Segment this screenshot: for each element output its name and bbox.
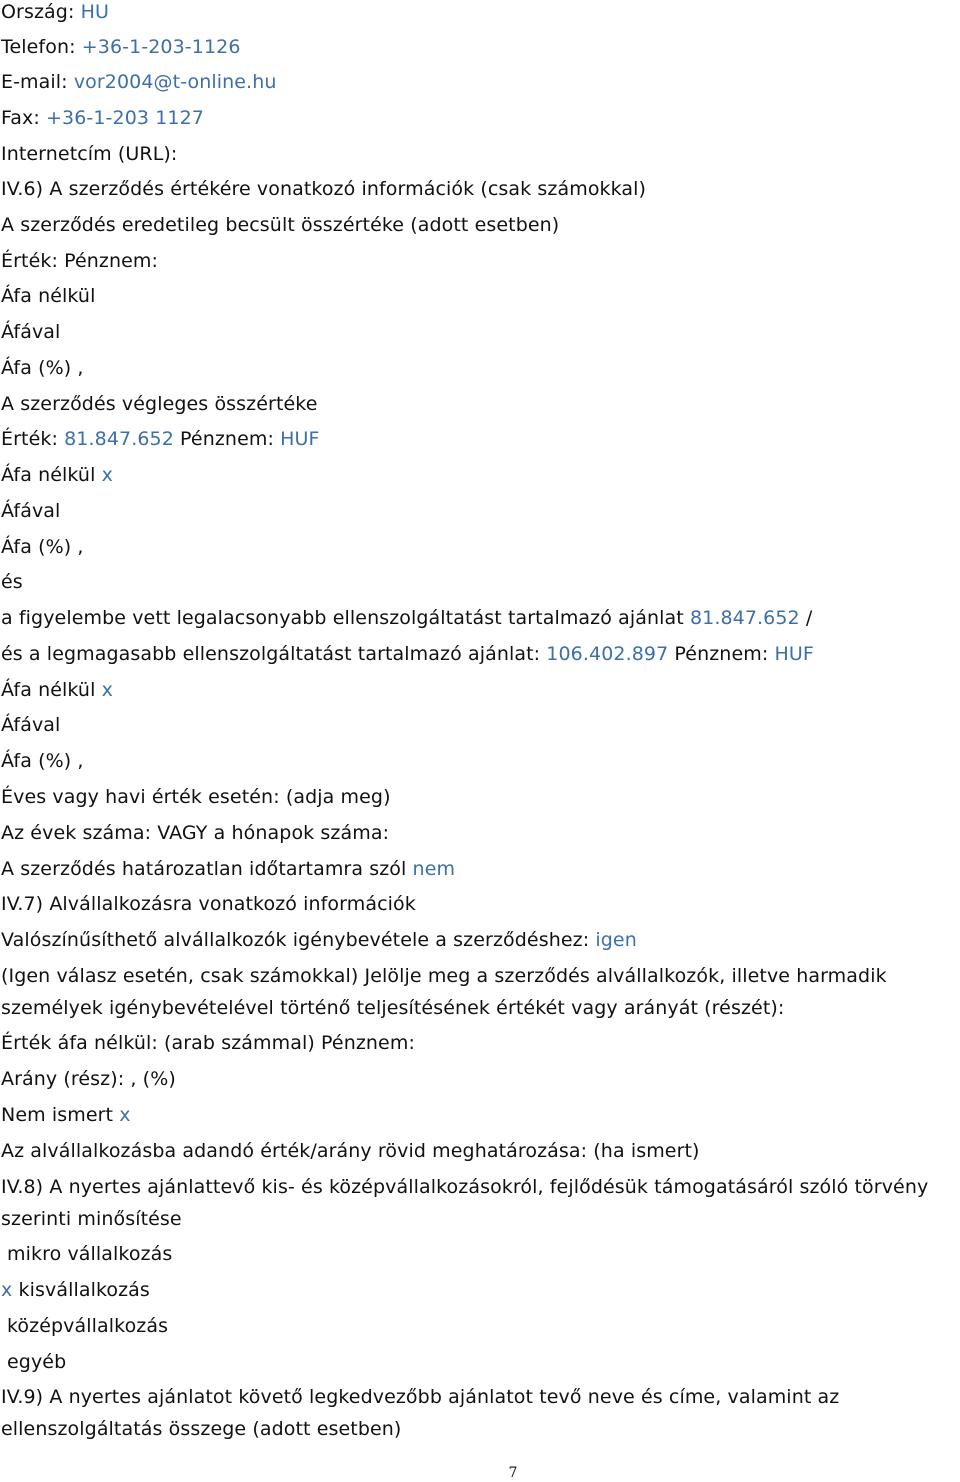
- country-value: HU: [80, 1, 109, 23]
- and-line: és: [1, 571, 23, 593]
- small-enterprise-mark: x: [1, 1279, 13, 1301]
- estimated-total-title: A szerződés eredetileg becsült összértéke (adott esetben): [1, 214, 560, 236]
- unknown-mark: x: [119, 1104, 131, 1126]
- subcontractor-instruction-line-1: (Igen válasz esetén, csak számokkal) Jelölje meg a szerződés alvállalkozók, illetve harmadik: [1, 965, 887, 987]
- final-vat-excl-label: Áfa nélkül: [1, 464, 102, 486]
- iv9-heading-line-1: IV.9) A nyertes ajánlatot követő legkedvezőbb ajánlatot tevő neve és címe, valamint az: [1, 1386, 840, 1408]
- subcontractor-likely-line: [1, 928, 637, 952]
- highest-offer-line: [1, 642, 814, 666]
- lowest-offer-line: [1, 606, 812, 630]
- estimated-value-line: Érték: Pénznem:: [1, 250, 159, 272]
- unknown-label: Nem ismert: [1, 1104, 120, 1126]
- highest-offer-value: 106.402.897: [546, 643, 669, 665]
- offer-vat-excl-label: Áfa nélkül: [1, 679, 102, 701]
- small-enterprise-line: [1, 1278, 150, 1302]
- final-value-label: Érték:: [1, 428, 65, 450]
- highest-offer-label: és a legmagasabb ellenszolgáltatást tartalmazó ajánlat:: [1, 643, 547, 665]
- email-value: vor2004@t-online.hu: [73, 71, 277, 93]
- iv8-heading-line-2: szerinti minősítése: [1, 1208, 182, 1230]
- url-label: Internetcím (URL):: [1, 143, 178, 165]
- estimated-vat-pct: Áfa (%) ,: [1, 357, 84, 379]
- iv6-heading: IV.6) A szerződés értékére vonatkozó információk (csak számokkal): [1, 178, 647, 200]
- email-label: E-mail:: [1, 71, 74, 93]
- offer-vat-pct: Áfa (%) ,: [1, 750, 84, 772]
- subcontractor-instruction-line-2: személyek igénybevételével történő teljesítésének értékét vagy arányát (részét):: [1, 997, 785, 1019]
- medium-enterprise-line: középvállalkozás: [7, 1315, 169, 1337]
- fax-label: Fax:: [1, 107, 47, 129]
- lowest-offer-separator: /: [799, 607, 813, 629]
- unknown-line: [1, 1103, 131, 1127]
- phone-value: +36-1-203-1126: [81, 36, 241, 58]
- iv8-heading-line-1: IV.8) A nyertes ajánlattevő kis- és középvállalkozásokról, fejlődésük támogatásáról szóló törvény: [1, 1176, 929, 1198]
- indefinite-term-label: A szerződés határozatlan időtartamra szól: [1, 858, 413, 880]
- subcontract-description-line: Az alvállalkozásba adandó érték/arány rövid meghatározása: (ha ismert): [1, 1140, 700, 1162]
- phone-label: Telefon:: [1, 36, 82, 58]
- lowest-offer-value: 81.847.652: [689, 607, 800, 629]
- estimated-vat-incl: Áfával: [1, 321, 61, 343]
- estimated-vat-excl: Áfa nélkül: [1, 285, 96, 307]
- micro-enterprise-line: mikro vállalkozás: [7, 1243, 173, 1265]
- country-label: Ország:: [1, 1, 81, 23]
- highest-currency: HUF: [774, 643, 814, 665]
- offer-vat-incl: Áfával: [1, 714, 61, 736]
- ratio-line: Arány (rész): , (%): [1, 1068, 176, 1090]
- final-currency-label: Pénznem:: [173, 428, 281, 450]
- annual-monthly-line: Éves vagy havi érték esetén: (adja meg): [1, 786, 391, 808]
- indefinite-term-line: [1, 857, 455, 881]
- final-value: 81.847.652: [64, 428, 174, 450]
- lowest-offer-label: a figyelembe vett legalacsonyabb ellenszolgáltatást tartalmazó ajánlat: [1, 607, 690, 629]
- offer-vat-excl-line: [1, 678, 113, 702]
- highest-currency-label: Pénznem:: [668, 643, 775, 665]
- offer-vat-excl-mark: x: [101, 679, 113, 701]
- final-total-title: A szerződés végleges összértéke: [1, 393, 318, 415]
- phone-line: [1, 35, 241, 59]
- iv9-heading-line-2: ellenszolgáltatás összege (adott esetben): [1, 1418, 402, 1440]
- subcontractor-likely-label: Valószínűsíthető alvállalkozók igénybevétele a szerződéshez:: [1, 929, 596, 951]
- final-vat-incl: Áfával: [1, 500, 61, 522]
- email-line: [1, 70, 276, 94]
- final-vat-excl-mark: x: [101, 464, 113, 486]
- other-enterprise-line: egyéb: [7, 1351, 67, 1373]
- small-enterprise-label: kisvállalkozás: [12, 1279, 150, 1301]
- final-currency: HUF: [280, 428, 320, 450]
- final-value-line: [1, 427, 320, 451]
- value-excl-vat-line: Érték áfa nélkül: (arab számmal) Pénznem:: [1, 1032, 415, 1054]
- page-number: 7: [508, 1465, 518, 1481]
- final-vat-pct: Áfa (%) ,: [1, 536, 84, 558]
- iv7-heading: IV.7) Alvállalkozásra vonatkozó információk: [1, 893, 416, 915]
- fax-line: [1, 106, 204, 130]
- subcontractor-likely-value: igen: [595, 929, 637, 951]
- indefinite-term-value: nem: [412, 858, 456, 880]
- url-line: [1, 142, 177, 166]
- final-vat-excl-line: [1, 463, 113, 487]
- fax-value: +36-1-203 1127: [46, 107, 204, 129]
- country-line: [1, 0, 109, 24]
- years-months-line: Az évek száma: VAGY a hónapok száma:: [1, 822, 390, 844]
